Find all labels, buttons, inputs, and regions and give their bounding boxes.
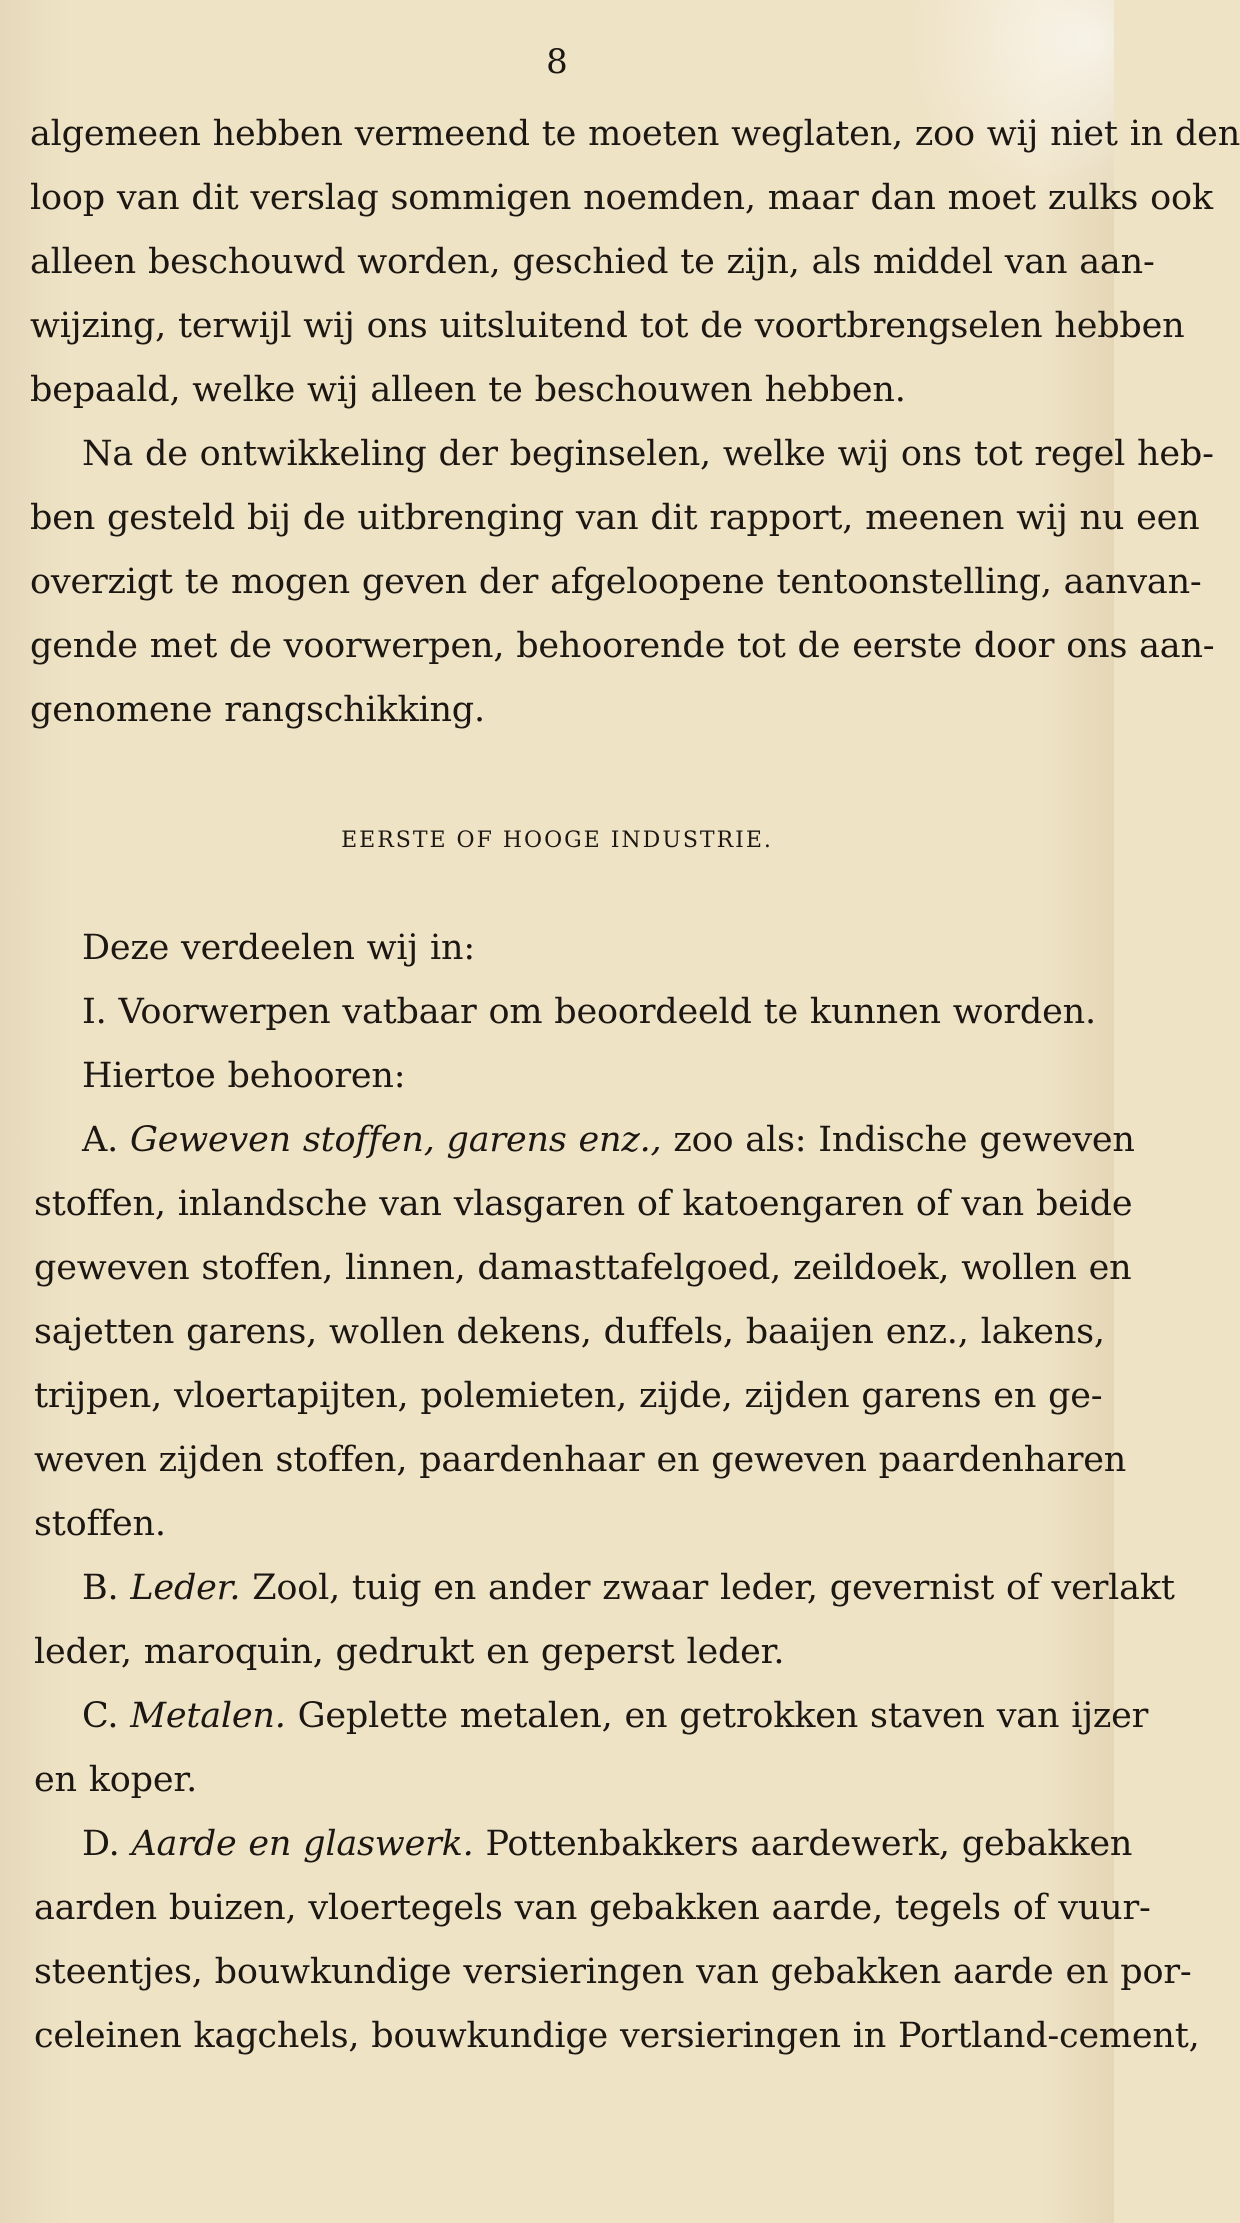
section-a-line-2: stoffen, inlandsche van vlasgaren of katoengaren of van beide [34,1184,1133,1224]
section-c-title: Metalen. [130,1696,286,1736]
section-b-label: B. [82,1568,119,1608]
paragraph-2-line-5: genomene rangschikking. [30,690,485,730]
intro-line-3: Hiertoe behooren: [82,1056,406,1096]
intro-line-1: Deze verdeelen wij in: [82,928,475,968]
section-a-title: Geweven stoffen, garens enz., [129,1120,662,1160]
section-b-title: Leder. [130,1568,241,1608]
section-a-label: A. [82,1120,119,1160]
section-d-line-3: steentjes, bouwkundige versieringen van gebakken aarde en por- [34,1952,1192,1992]
paragraph-1-line-2: loop van dit verslag sommigen noemden, maar dan moet zulks ook [30,178,1213,218]
section-a-line-5: trijpen, vloertapijten, polemieten, zijde, zijden garens en ge- [34,1376,1103,1416]
section-b-line-2: leder, maroquin, gedrukt en geperst leder. [34,1632,785,1672]
section-d-line-1-rest: Pottenbakkers aardewerk, gebakken [485,1824,1133,1864]
paragraph-2-line-2: ben gesteld bij de uitbrenging van dit rapport, meenen wij nu een [30,498,1200,538]
section-d-label: D. [82,1824,120,1864]
section-c-line-2: en koper. [34,1760,197,1800]
section-d-line-4: celeinen kagchels, bouwkundige versieringen in Portland-cement, [34,2016,1200,2056]
paragraph-1-line-5: bepaald, welke wij alleen te beschouwen hebben. [30,370,906,410]
section-a-line-6: weven zijden stoffen, paardenhaar en geweven paardenharen [34,1440,1127,1480]
section-c-line-1-rest: Geplette metalen, en getrokken staven van ijzer [297,1696,1149,1736]
page-number: 8 [546,42,568,82]
section-b-line-1 [82,1558,1175,1618]
section-b-line-1-rest: Zool, tuig en ander zwaar leder, gevernist of verlakt [252,1568,1175,1608]
section-a-line-3: geweven stoffen, linnen, damasttafelgoed, zeildoek, wollen en [34,1248,1132,1288]
intro-line-2: I. Voorwerpen vatbaar om beoordeeld te kunnen worden. [82,992,1096,1032]
section-a-line-1 [82,1110,1135,1170]
section-a-line-4: sajetten garens, wollen dekens, duffels, baaijen enz., lakens, [34,1312,1105,1352]
section-d-title: Aarde en glaswerk. [131,1824,474,1864]
section-a-line-7: stoffen. [34,1504,166,1544]
section-a-line-1-rest: zoo als: Indische geweven [673,1120,1135,1160]
section-c-label: C. [82,1696,119,1736]
section-heading: EERSTE OF HOOGE INDUSTRIE. [341,828,773,853]
section-d-line-2: aarden buizen, vloertegels van gebakken aarde, tegels of vuur- [34,1888,1151,1928]
paragraph-1-line-4: wijzing, terwijl wij ons uitsluitend tot de voortbrengselen hebben [30,306,1185,346]
paragraph-2-line-4: gende met de voorwerpen, behoorende tot de eerste door ons aan- [30,626,1215,666]
paragraph-2-line-3: overzigt te mogen geven der afgeloopene tentoonstelling, aanvan- [30,562,1202,602]
paragraph-1-line-1: algemeen hebben vermeend te moeten weglaten, zoo wij niet in den [30,114,1240,154]
paragraph-2-line-1: Na de ontwikkeling der beginselen, welke wij ons tot regel heb- [82,434,1214,474]
section-c-line-1 [82,1686,1149,1746]
section-d-line-1 [82,1814,1133,1874]
paragraph-1-line-3: alleen beschouwd worden, geschied te zijn, als middel van aan- [30,242,1155,282]
